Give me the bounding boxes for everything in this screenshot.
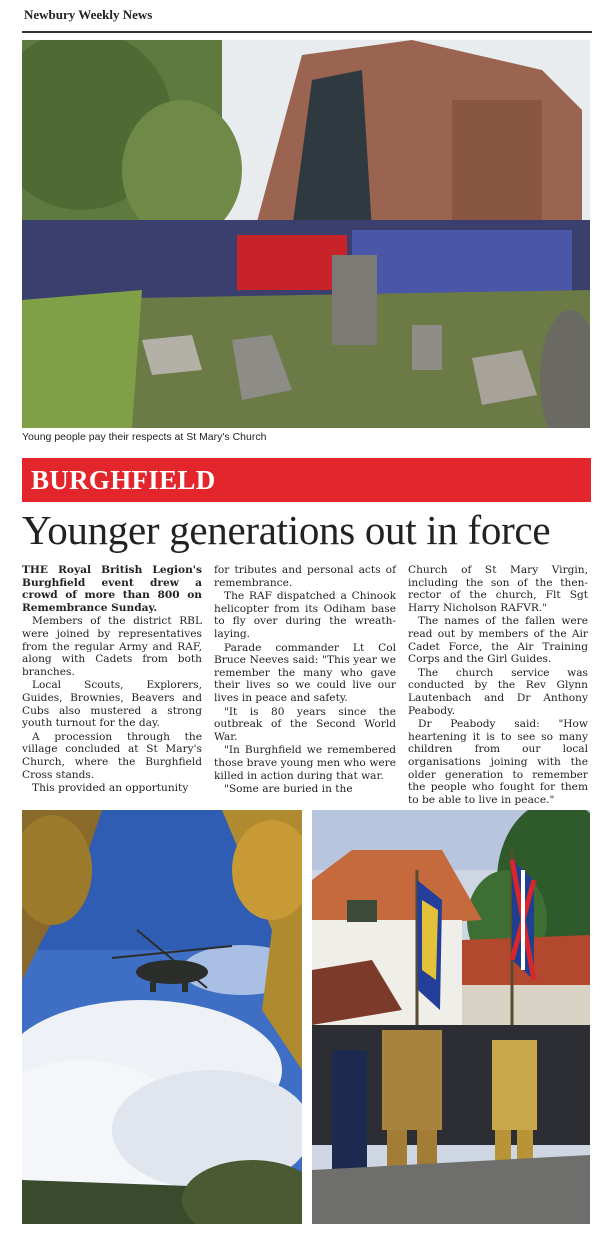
paragraph: Local Scouts, Explorers, Guides, Brownies, Beavers and Cubs also mustered a strong youth turnout for the day.: [22, 679, 202, 730]
paragraph: Parade commander Lt Col Bruce Neeves said: "This year we remember the many who gave their lives so we could live our lives in peace and safety.: [214, 641, 396, 704]
main-photo: [22, 40, 590, 428]
paragraph: "In Burghfield we remembered those brave young men who were killed in action during that war.: [214, 744, 396, 782]
section-banner-label: BURGHFIELD: [31, 465, 216, 495]
paragraph: Dr Peabody said: "How heartening it is to see so many children from our local organisations joining with the older generation to remember the people who fought for them to be able to live in peace.": [408, 718, 588, 806]
parade-photo: [312, 810, 590, 1224]
paragraph: The names of the fallen were read out by members of the Air Cadet Force, the Air Training Corps and the Girl Guides.: [408, 615, 588, 666]
paragraph: A procession through the village concluded at St Mary's Church, where the Burghfield Cross stands.: [22, 730, 202, 781]
paragraph: Members of the district RBL were joined by representatives from the regular Army and RAF, along with Cadets from both branches.: [22, 615, 202, 678]
masthead: Newbury Weekly News: [24, 7, 153, 22]
article-column-3: [408, 564, 588, 807]
masthead-rule: [22, 31, 592, 33]
paragraph: "It is 80 years since the outbreak of the Second World War.: [214, 705, 396, 743]
main-photo-caption: Young people pay their respects at St Mary's Church: [22, 431, 267, 443]
section-banner: [22, 458, 591, 502]
lead-paragraph: THE Royal British Legion's Burghfield event drew a crowd of more than 800 on Remembrance Sunday.: [22, 564, 202, 614]
article-column-2: [214, 564, 396, 797]
paragraph: Church of St Mary Virgin, including the son of the then-rector of the church, Flt Sgt Harry Nicholson RAFVR.": [408, 564, 588, 614]
paragraph: "Some are buried in the: [224, 783, 353, 796]
helicopter-photo: [22, 810, 302, 1224]
paragraph: This provided an opportunity: [32, 782, 189, 795]
article-column-1: [22, 564, 202, 796]
paragraph: for tributes and personal acts of remembrance.: [214, 564, 396, 589]
headline: Younger generations out in force: [22, 507, 551, 553]
paragraph: The RAF dispatched a Chinook helicopter from its Odiham base to fly over during the wreath-laying.: [214, 590, 396, 640]
paragraph: The church service was conducted by the Rev Glynn Lautenbach and Dr Anthony Peabody.: [408, 666, 588, 717]
